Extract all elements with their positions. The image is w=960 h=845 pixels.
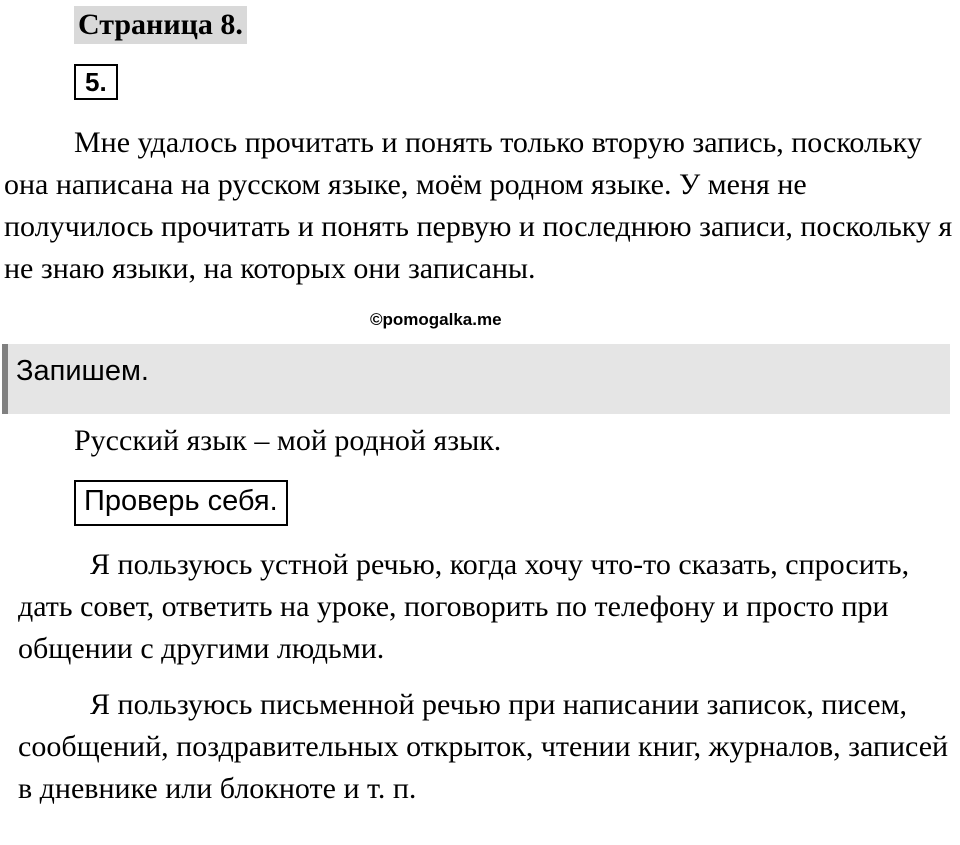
oral-speech-paragraph: Я пользуюсь устной речью, когда хочу что-то сказать, спросить, дать совет, ответить на уроке, поговорить по телефону и просто при общении с другими людьми. [18, 548, 910, 665]
write-instruction-label: Запишем. [16, 355, 149, 387]
written-sentence: Русский язык – мой родной язык. [74, 424, 502, 457]
check-yourself-box: Проверь себя. [74, 480, 288, 526]
watermark: ©pomogalka.me [370, 310, 502, 329]
page-title: Страница 8. [74, 6, 247, 44]
write-instruction-bar [2, 344, 950, 414]
answer-paragraph: Мне удалось прочитать и понять только вторую запись, поскольку она написана на русском языке, моём родном языке. У меня не получилось прочитать и понять первую и последнюю записи, поскольку я не знаю языки, на которых они записаны. [4, 126, 953, 285]
written-speech-paragraph: Я пользуюсь письменной речью при написании записок, писем, сообщений, поздравительных открыток, чтении книг, журналов, записей в дневнике или блокноте и т. п. [18, 688, 949, 805]
task-number-box: 5. [74, 64, 118, 100]
